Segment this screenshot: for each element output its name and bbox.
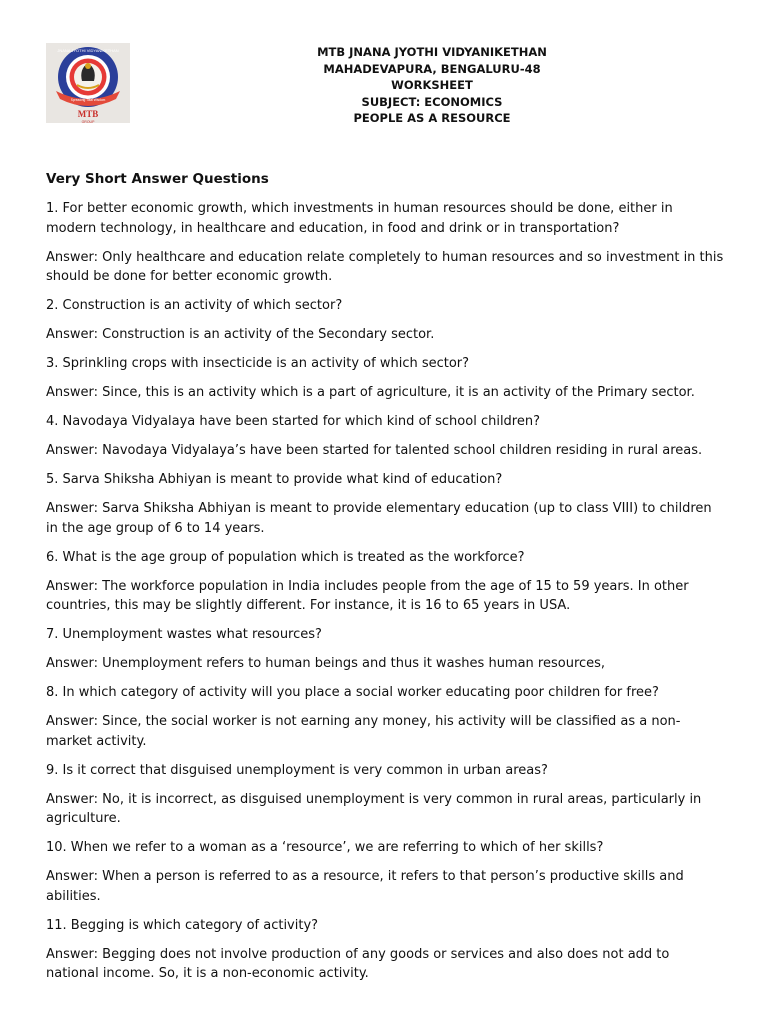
question-9: 9. Is it correct that disguised unemployment is very common in urban areas? (46, 762, 548, 778)
answer-4: Answer: Navodaya Vidyalaya’s have been started for talented school children residing in rural areas. (46, 443, 703, 458)
school-address: MAHADEVAPURA, BENGALURU-48 (323, 61, 541, 76)
question-8: 8. In which category of activity will you place a social worker educating poor children for free? (46, 685, 659, 700)
school-logo-emblem (46, 43, 130, 123)
question-7: 7. Unemployment wastes what resources? (46, 627, 322, 642)
answer-11: Answer: Begging does not involve production of any goods or services and also does not add to national income. So, it is a non-economic activity. (46, 946, 670, 981)
answer-5: Answer: Sarva Shiksha Abhiyan is meant to provide elementary education (up to class VIII) to children in the age group of 6 to 14 years. (46, 501, 712, 536)
answer-3: Answer: Since, this is an activity which is a part of agriculture, it is an activity of the Primary sector. (46, 385, 695, 400)
answer-1: Answer: Only healthcare and education relate completely to human resources and so investment in this should be done for better economic growth. (46, 249, 724, 284)
svg-text:GROUP: GROUP (81, 120, 95, 123)
svg-text:Spreading Total Wisdom: Spreading Total Wisdom (70, 98, 106, 102)
answer-9: Answer: No, it is incorrect, as disguised unemployment is very common in rural areas, particularly in agriculture. (46, 791, 702, 826)
subject-line: SUBJECT: ECONOMICS (361, 94, 503, 109)
question-4: 4. Navodaya Vidyalaya have been started for which kind of school children? (46, 414, 540, 429)
svg-text:JNANA JYOTHI VIDYANIKETHAN: JNANA JYOTHI VIDYANIKETHAN (57, 48, 119, 53)
question-3: 3. Sprinkling crops with insecticide is an activity of which sector? (46, 356, 470, 371)
section-heading: Very Short Answer Questions (46, 171, 269, 187)
school-name: MTB JNANA JYOTHI VIDYANIKETHAN (317, 45, 547, 59)
svg-text:MTB: MTB (77, 109, 99, 119)
school-logo (46, 43, 130, 123)
question-answer-list (46, 199, 726, 993)
answer-2: Answer: Construction is an activity of the Secondary sector. (46, 327, 435, 342)
question-10: 10. When we refer to a woman as a ‘resource’, we are referring to which of her skills? (46, 840, 604, 855)
question-11: 11. Begging is which category of activity? (46, 917, 319, 933)
answer-8: Answer: Since, the social worker is not earning any money, his activity will be classified as a non-market activity. (46, 714, 681, 749)
document-type: WORKSHEET (391, 78, 473, 92)
answer-7: Answer: Unemployment refers to human beings and thus it washes human resources, (46, 656, 606, 671)
answer-10: Answer: When a person is referred to as a resource, it refers to that person’s productive skills and abilities. (46, 869, 684, 904)
question-1: 1. For better economic growth, which investments in human resources should be done, either in modern technology, in healthcare and education, in food and drink or in transportation? (46, 201, 673, 236)
document-header (232, 44, 632, 127)
question-2: 2. Construction is an activity of which sector? (46, 298, 343, 313)
question-6: 6. What is the age group of population which is treated as the workforce? (46, 549, 525, 565)
chapter-title: PEOPLE AS A RESOURCE (353, 111, 511, 125)
answer-6: Answer: The workforce population in India includes people from the age of 15 to 59 years. In other countries, this may be slightly different. For instance, it is 16 to 65 years in USA. (46, 578, 689, 613)
question-5: 5. Sarva Shiksha Abhiyan is meant to provide what kind of education? (46, 472, 503, 487)
